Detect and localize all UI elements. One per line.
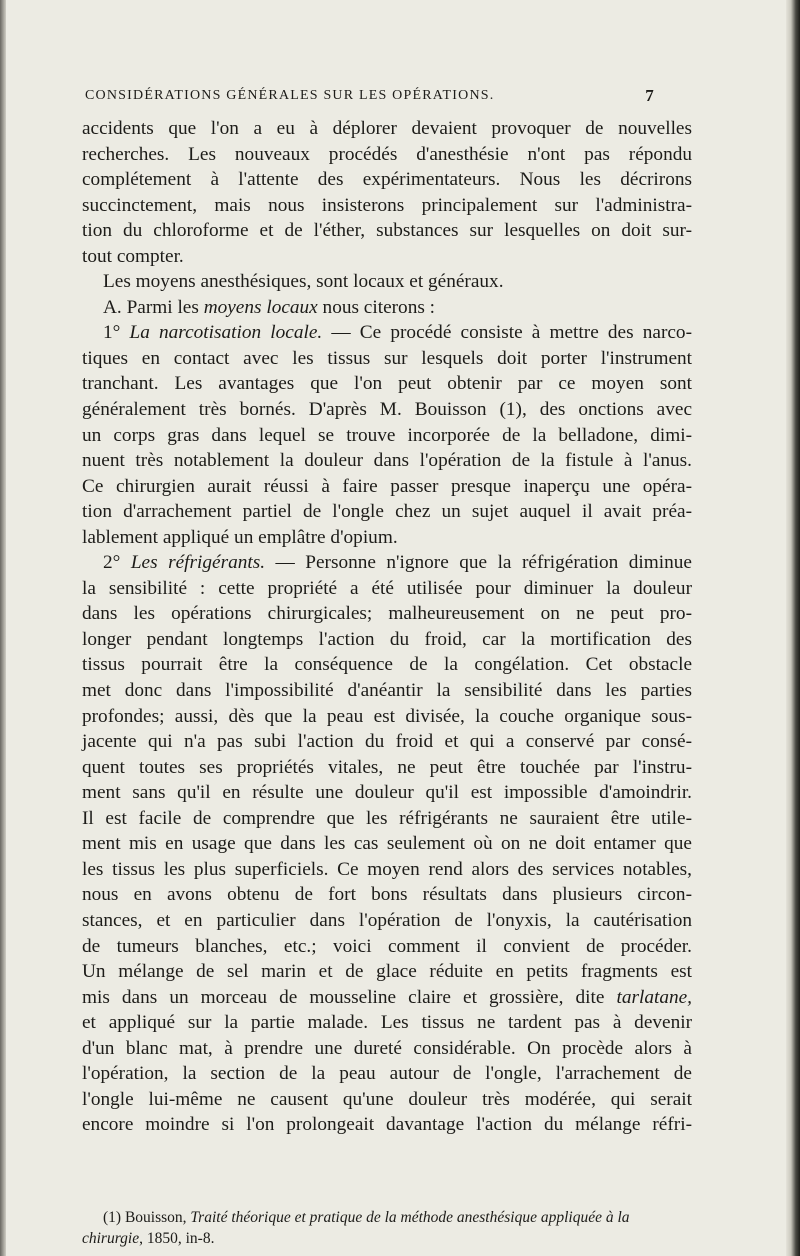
text-line: tissus pourrait être la conséquence de la congélation. Cet obstacle xyxy=(82,654,692,676)
text-line: succinctement, mais nous insisterons principalement sur l'administra- xyxy=(82,194,692,216)
text-span: mis dans un morceau de mousseline claire et grossière, dite xyxy=(82,986,605,1008)
text-span: nous citerons : xyxy=(317,296,436,318)
text-line: Ce chirurgien aurait réussi à faire passer presque inaperçu une opéra- xyxy=(82,475,692,497)
text-line xyxy=(82,550,692,576)
text-span: A. Parmi les xyxy=(103,296,204,318)
page-number: 7 xyxy=(645,86,655,105)
text-line: profondes; aussi, dès que la peau est divisée, la couche organique sous- xyxy=(82,705,692,727)
page-left-shadow xyxy=(0,0,6,1256)
footnote-line xyxy=(82,1228,692,1249)
text-line: tiques en contact avec les tissus sur lesquels doit porter l'instrument xyxy=(82,347,692,369)
text-line xyxy=(82,295,692,321)
text-span: — Ce procédé consiste à mettre des narco- xyxy=(322,322,692,344)
text-line: tion du chloroforme et de l'éther, substances sur lesquelles on doit sur- xyxy=(82,220,692,242)
text-line xyxy=(82,985,692,1011)
text-line: lablement appliqué un emplâtre d'opium. xyxy=(82,526,398,548)
italic-term: tarlatane, xyxy=(616,986,692,1008)
text-line: jacente qui n'a pas subi l'action du froid et qui a conservé par consé- xyxy=(82,731,692,753)
text-line: tranchant. Les avantages que l'on peut obtenir par ce moyen sont xyxy=(82,373,692,395)
text-span: 2° xyxy=(103,552,131,574)
running-title: CONSIDÉRATIONS GÉNÉRALES SUR LES OPÉRATIONS. xyxy=(85,88,495,103)
text-line: nuent très notablement la douleur dans l'opération de la fistule à l'anus. xyxy=(82,450,692,472)
footnote-title-cont: chirurgie xyxy=(82,1230,140,1247)
text-line: Un mélange de sel marin et de glace réduite en petits fragments est xyxy=(82,961,692,983)
text-line: ment mis en usage que dans les cas seulement où on ne doit entamer que xyxy=(82,833,692,855)
text-line: stances, et en particulier dans l'opération de l'onyxis, la cautérisation xyxy=(82,909,692,931)
text-span: — Personne n'ignore que la réfrigération diminue xyxy=(265,552,692,574)
text-line: recherches. Les nouveaux procédés d'anesthésie n'ont pas répondu xyxy=(82,143,692,165)
text-line: Les moyens anesthésiques, sont locaux et généraux. xyxy=(103,271,504,293)
page-right-binding-edge xyxy=(786,0,800,1256)
text-line: de tumeurs blanches, etc.; voici comment il convient de procéder. xyxy=(82,935,692,957)
text-line: et appliqué sur la partie malade. Les tissus ne tardent pas à devenir xyxy=(82,1012,692,1034)
text-line: un corps gras dans lequel se trouve incorporée de la belladone, dimi- xyxy=(82,424,692,446)
text-line: longer pendant longtemps l'action du froid, car la mortification des xyxy=(82,628,692,650)
section-heading-italic: Les réfrigérants. xyxy=(130,552,266,574)
footnote-title: Traité théorique et pratique de la méthode anesthésique appliquée à la xyxy=(190,1209,630,1226)
text-line xyxy=(82,320,692,346)
text-line: Il est facile de comprendre que les réfrigérants ne sauraient être utile- xyxy=(82,807,692,829)
text-line: la sensibilité : cette propriété a été utilisée pour diminuer la douleur xyxy=(82,577,692,599)
text-line: généralement très bornés. D'après M. Bouisson (1), des onctions avec xyxy=(82,399,692,421)
text-line: ment sans qu'il en résulte une douleur qu'il est impossible d'amoindrir. xyxy=(82,782,692,804)
body-text xyxy=(82,116,692,1138)
section-heading-italic: La narcotisation locale. xyxy=(129,322,323,344)
footnote xyxy=(82,1207,692,1249)
text-line: l'ongle lui-même ne causent qu'une douleur très modérée, qui serait xyxy=(82,1088,692,1110)
text-line: encore moindre si l'on prolongeait davantage l'action du mélange réfri- xyxy=(82,1114,692,1136)
text-line: l'opération, la section de la peau autour de l'ongle, l'arrachement de xyxy=(82,1063,692,1085)
footnote-rest: , 1850, in-8. xyxy=(139,1230,215,1247)
text-line: les tissus les plus superficiels. Ce moyen rend alors des services notables, xyxy=(82,858,692,880)
text-line: complétement à l'attente des expérimentateurs. Nous les décrirons xyxy=(82,169,692,191)
text-line: dans les opérations chirurgicales; malheureusement on ne peut pro- xyxy=(82,603,692,625)
text-line: tout compter. xyxy=(82,245,184,267)
text-line: tion d'arrachement partiel de l'ongle chez un sujet auquel il avait préa- xyxy=(82,501,692,523)
footnote-marker: (1) Bouisson, xyxy=(103,1209,191,1226)
italic-term: moyens locaux xyxy=(203,296,318,318)
text-line: nous en avons obtenu de fort bons résultats dans plusieurs circon- xyxy=(82,884,692,906)
text-line: met donc dans l'impossibilité d'anéantir la sensibilité dans les parties xyxy=(82,680,692,702)
text-span: 1° xyxy=(103,322,130,344)
footnote-line xyxy=(82,1207,692,1228)
text-line: accidents que l'on a eu à déplorer devaient provoquer de nouvelles xyxy=(82,118,692,139)
text-line: quent toutes ses propriétés vitales, ne peut être touchée par l'instru- xyxy=(82,756,692,778)
text-line: d'un blanc mat, à prendre une dureté considérable. On procède alors à xyxy=(82,1037,692,1059)
